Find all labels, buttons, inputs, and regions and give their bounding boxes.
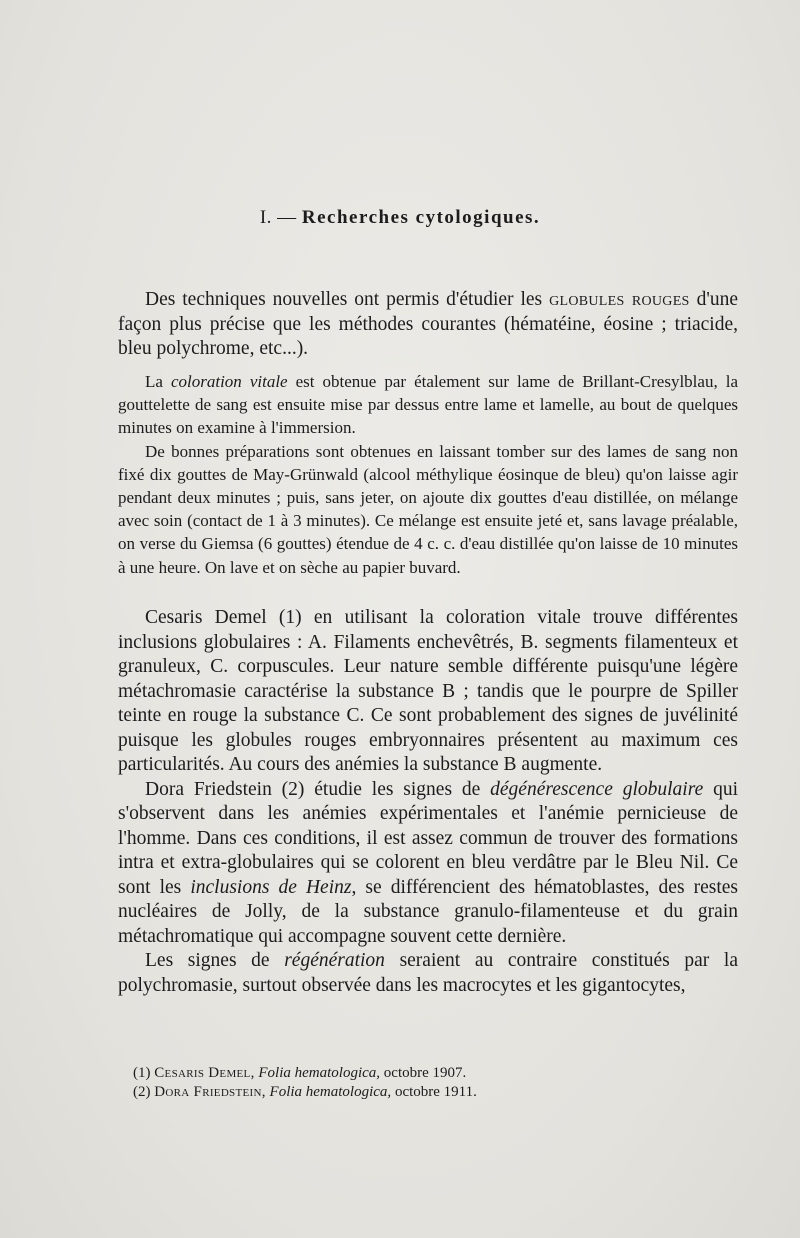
footnotes <box>133 1064 733 1102</box>
paragraph-techniques: Des techniques nouvelles ont permis d'étudier les globules rouges d'une façon plus précise que les méthodes courantes (hématéine, éosine ; triacide, bleu polychrome, etc...). <box>118 289 738 359</box>
main-block <box>118 606 738 998</box>
regeneration-italic: régénération <box>284 950 385 971</box>
section-heading <box>0 207 800 229</box>
paragraph-preparations: De bonnes préparations sont obtenues en laissant tomber sur des lames de sang non fixé dix gouttes de May-Grünwald (alcool méthylique éosinque de bleu) qu'on laisse agir pendant deux minutes ; puis, sans jeter, on ajoute dix gouttes d'eau distillée, on mélange avec soin (contact de 1 à 3 minutes). Ce mélange est ensuite jeté et, sans lavage préalable, on verse du Giemsa (6 gouttes) étendue de 4 c. c. d'eau distillée qu'on laisse de 10 minutes à une heure. On lave et on sèche au papier buvard. <box>118 441 738 577</box>
paragraph-dora-friedstein: Dora Friedstein (2) étudie les signes de dégénérescence globulaire qui s'observent dans les anémies expérimentales et l'anémie pernicieuse de l'homme. Dans ces conditions, il est assez commun de trouver des formations intra et extra-globulaires qui se colorent en bleu verdâtre par le Bleu Nil. Ce sont les inclusions de Heinz, se différencient des hématoblastes, des restes nucléaires de Jolly, de la substance granulo-filamenteuse et du grain métachromatique qui accompagne souvent cette dernière. <box>118 778 739 947</box>
footnote-2: (2) Dora Friedstein, Folia hematologica, octobre 1911. <box>133 1084 477 1100</box>
coloration-vitale-italic: coloration vitale <box>170 372 288 391</box>
methods-block <box>118 370 738 579</box>
footnote-1: (1) Cesaris Demel, Folia hematologica, octobre 1907. <box>133 1065 467 1081</box>
section-title: Recherches cytologiques. <box>301 207 541 228</box>
paragraph-coloration-vitale: La coloration vitale est obtenue par étalement sur lame de Brillant-Cresylblau, la gouttelette de sang est ensuite mise par dessus entre lame et lamelle, au bout de quelques minutes on examine à l'immersion. <box>118 372 738 438</box>
degenerescence-italic: dégénérescence globulaire <box>490 778 704 800</box>
globules-rouges-smallcaps: globules rouges <box>549 289 690 310</box>
paragraph-regeneration: Les signes de régénération seraient au contraire constitués par la polychromasie, surtout observée dans les macrocytes et les gigantocytes, <box>118 950 738 996</box>
inclusions-heinz-italic: inclusions de Heinz <box>190 876 352 898</box>
paragraph-cesaris-demel: Cesaris Demel (1) en utilisant la coloration vitale trouve différentes inclusions globulaires : A. Filaments enchevêtrés, B. segments filamenteux et granuleux, C. corpuscules. Leur nature semble différente puisqu'une légère métachromasie caractérise la substance B ; tandis que le pourpre de Spiller teinte en rouge la substance C. Ce sont probablement des signes de juvélinité puisque les globules rouges embryonnaires présentent au maximum ces particularités. Au cours des anémies la substance B augmente. <box>118 607 738 775</box>
intro-block <box>118 288 738 362</box>
section-number: I. — <box>259 207 297 228</box>
